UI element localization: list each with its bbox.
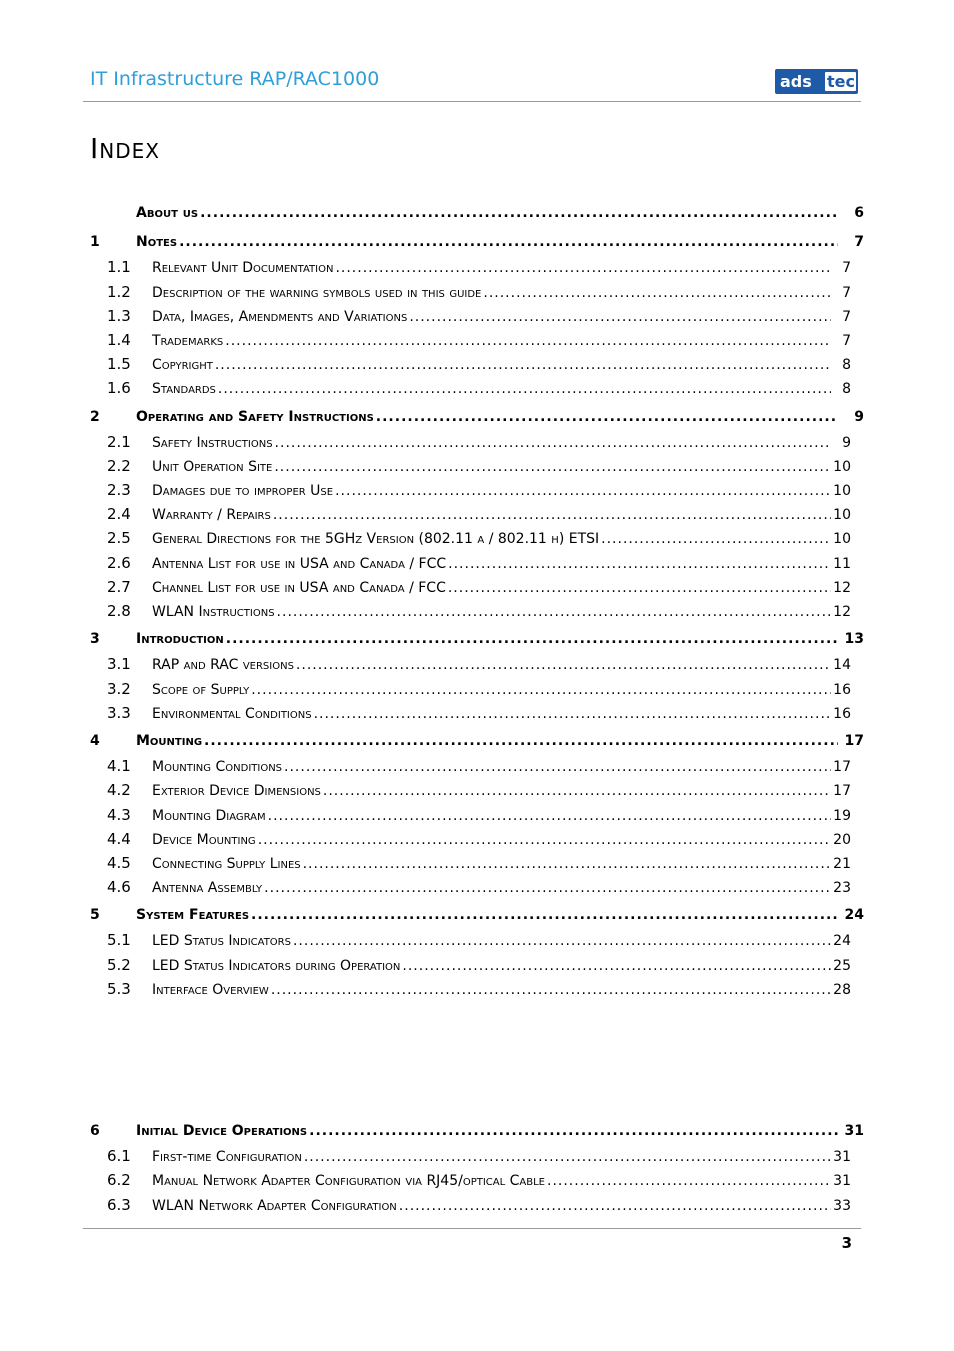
toc-entry-title: Manual Network Adapter Configuration via RJ45/optical Cable (152, 1173, 545, 1190)
toc-entry-page: 17 (844, 732, 864, 749)
toc-section-entry[interactable] (90, 830, 864, 854)
toc-entry-page: 6 (854, 205, 864, 221)
toc-entry-number: 5.1 (107, 931, 131, 950)
toc-entry-number: 2.7 (107, 577, 131, 596)
toc-entry-number: 4.6 (107, 878, 131, 897)
toc-entry-number: 1.3 (107, 306, 131, 325)
page-title: Index (90, 132, 160, 165)
toc-leader-dots (309, 1123, 838, 1139)
toc-entry-number: 2.1 (107, 432, 131, 451)
toc-entry-page: 12 (833, 604, 851, 620)
toc-entry-page: 21 (833, 855, 851, 872)
toc-section-entry[interactable] (90, 529, 864, 553)
toc-entry-page: 25 (833, 957, 851, 974)
header-divider (83, 101, 861, 102)
toc-entry-page: 23 (833, 880, 851, 897)
toc-entry-number: 2.5 (107, 529, 131, 548)
toc-chapter-entry[interactable] (90, 907, 864, 931)
toc-leader-dots (251, 907, 838, 923)
toc-entry-title: Relevant Unit Documentation (152, 260, 334, 277)
toc-entry-number: 1 (90, 234, 100, 251)
toc-entry-title: General Directions for the 5GHz Version (802.11 a / 802.11 h) ETSI (152, 531, 600, 548)
toc-entry-title: RAP and RAC versions (152, 657, 294, 674)
toc-entry-number: 4.3 (107, 805, 131, 824)
toc-entry-number: 4.2 (107, 781, 131, 800)
toc-entry-page: 28 (833, 981, 851, 998)
toc-entry-number: 3.2 (107, 679, 131, 698)
toc-chapter-entry[interactable] (90, 631, 864, 655)
toc-entry-page: 9 (842, 434, 851, 451)
toc-leader-dots (601, 531, 831, 547)
page-number: 3 (841, 1234, 852, 1252)
toc-entry-page: 24 (833, 933, 851, 950)
toc-leader-dots (271, 982, 831, 998)
toc-section-entry[interactable] (90, 433, 864, 457)
toc-section-entry[interactable] (90, 602, 864, 626)
toc-entry-title: Trademarks (152, 332, 224, 349)
toc-leader-dots (215, 357, 831, 373)
toc-entry-page: 31 (833, 1173, 851, 1190)
toc-leader-dots (335, 483, 831, 499)
toc-entry-page: 17 (833, 783, 851, 800)
toc-entry-title: Antenna List for use in USA and Canada / FCC (152, 555, 447, 572)
toc-entry-title: Device Mounting (152, 831, 256, 848)
toc-entry-page: 17 (833, 759, 851, 776)
document-header-title: IT Infrastructure RAP/RAC1000 (90, 68, 380, 90)
toc-entry-number: 1.6 (107, 379, 131, 398)
toc-entry-number: 2.3 (107, 481, 131, 500)
toc-entry-title: Standards (152, 381, 216, 398)
toc-leader-dots (448, 580, 831, 596)
toc-section-entry[interactable] (90, 1196, 864, 1220)
toc-section-entry[interactable] (90, 307, 864, 331)
toc-entry-number: 2.8 (107, 602, 131, 620)
toc-leader-dots (296, 657, 831, 673)
toc-section-entry[interactable] (90, 980, 864, 1004)
toc-entry-number: 2.2 (107, 456, 131, 475)
toc-section-entry[interactable] (90, 931, 864, 955)
toc-chapter-entry[interactable] (90, 409, 864, 433)
toc-leader-dots (226, 631, 838, 647)
table-of-contents (90, 205, 864, 1004)
toc-entry-title: WLAN Instructions (152, 604, 275, 620)
toc-entry-title: Notes (136, 234, 178, 251)
toc-entry-number: 2 (90, 408, 100, 425)
toc-entry-title: Introduction (136, 631, 224, 648)
toc-entry-title: First-time Configuration (152, 1149, 302, 1166)
toc-section-entry[interactable] (90, 655, 864, 679)
toc-entry-number: 5 (90, 907, 100, 924)
toc-entry-page: 16 (833, 705, 851, 722)
toc-entry-page: 13 (844, 631, 864, 648)
toc-section-entry[interactable] (90, 457, 864, 481)
toc-entry-number: 3 (90, 631, 100, 648)
toc-entry-page: 7 (842, 308, 851, 325)
toc-section-entry[interactable] (90, 578, 864, 602)
toc-leader-dots (376, 409, 838, 425)
toc-entry-title: Description of the warning symbols used in this guide (152, 284, 482, 301)
toc-leader-dots (277, 604, 831, 620)
toc-chapter-entry[interactable] (90, 733, 864, 757)
toc-entry-title: Mounting Diagram (152, 807, 266, 824)
toc-entry-number: 1.1 (107, 258, 131, 277)
toc-entry-number: 6 (90, 1123, 100, 1139)
toc-leader-dots (483, 285, 831, 301)
toc-entry-number: 6.3 (107, 1195, 131, 1214)
toc-chapter-entry[interactable] (90, 1123, 864, 1147)
toc-section-entry[interactable] (90, 757, 864, 781)
toc-entry-number: 2.4 (107, 505, 131, 524)
toc-entry-title: Interface Overview (152, 981, 269, 998)
toc-entry-number: 3.1 (107, 655, 131, 674)
toc-section-entry[interactable] (90, 1147, 864, 1171)
toc-leader-dots (274, 459, 831, 475)
toc-leader-dots (225, 333, 831, 349)
toc-entry-number: 4.5 (107, 853, 131, 872)
toc-leader-dots (399, 1198, 831, 1214)
toc-section-entry[interactable] (90, 481, 864, 505)
toc-entry-number: 6.1 (107, 1147, 131, 1166)
toc-entry-page: 31 (844, 1123, 864, 1139)
svg-text:tec: tec (827, 72, 855, 91)
toc-entry-title: WLAN Network Adapter Configuration (152, 1197, 397, 1214)
svg-text:ads: ads (780, 72, 812, 91)
toc-entry-page: 7 (842, 260, 851, 277)
toc-section-entry[interactable] (90, 258, 864, 282)
toc-leader-dots (335, 260, 831, 276)
toc-entry-number: 5.3 (107, 979, 131, 998)
toc-entry-number: 1.4 (107, 330, 131, 349)
toc-leader-dots (314, 706, 831, 722)
toc-entry-title: Scope of Supply (152, 681, 250, 698)
toc-leader-dots (251, 682, 831, 698)
toc-entry-page: 20 (833, 831, 851, 848)
toc-leader-dots (303, 856, 831, 872)
toc-entry-page: 14 (833, 657, 851, 674)
toc-entry-title: Exterior Device Dimensions (152, 783, 321, 800)
toc-entry-title: Initial Device Operations (136, 1123, 308, 1139)
toc-entry-number: 5.2 (107, 955, 131, 974)
toc-section-entry[interactable] (90, 878, 864, 902)
toc-entry-title: Safety Instructions (152, 434, 273, 451)
toc-leader-dots (218, 381, 831, 397)
toc-entry-page: 9 (854, 408, 864, 425)
toc-entry-page: 8 (842, 381, 851, 398)
toc-entry-title: Warranty / Repairs (152, 507, 271, 524)
toc-section-entry[interactable] (90, 505, 864, 529)
toc-entry-title: Mounting Conditions (152, 759, 283, 776)
toc-chapter-entry[interactable] (90, 234, 864, 258)
toc-entry-title: Connecting Supply Lines (152, 855, 301, 872)
toc-leader-dots (200, 205, 838, 221)
toc-section-entry[interactable] (90, 554, 864, 578)
toc-entry-title: System Features (136, 907, 250, 924)
toc-leader-dots (409, 309, 831, 325)
footer-divider (83, 1228, 861, 1229)
toc-section-entry[interactable] (90, 806, 864, 830)
toc-entry-title: LED Status Indicators (152, 933, 291, 950)
toc-entry-page: 31 (833, 1149, 851, 1166)
toc-entry-number: 3.3 (107, 703, 131, 722)
toc-entry-title: Antenna Assembly (152, 880, 263, 897)
toc-entry-title: Operating and Safety Instructions (136, 408, 374, 425)
toc-section-entry[interactable] (90, 379, 864, 403)
table-of-contents-continued (90, 1123, 864, 1220)
toc-section-entry[interactable] (90, 331, 864, 355)
toc-section-entry[interactable] (90, 680, 864, 704)
toc-entry-page: 33 (833, 1197, 851, 1214)
toc-leader-dots (179, 234, 838, 250)
toc-entry-page: 19 (833, 807, 851, 824)
toc-entry-page: 16 (833, 681, 851, 698)
toc-leader-dots (402, 958, 831, 974)
toc-entry-title: Channel List for use in USA and Canada / FCC (152, 579, 446, 596)
toc-entry-page: 10 (833, 458, 851, 475)
toc-leader-dots (448, 556, 831, 572)
toc-entry-page: 7 (854, 234, 864, 251)
toc-entry-title: Data, Images, Amendments and Variations (152, 308, 408, 325)
toc-entry-title: Copyright (152, 357, 213, 374)
toc-section-entry[interactable] (90, 956, 864, 980)
toc-leader-dots (275, 435, 831, 451)
toc-leader-dots (293, 933, 831, 949)
toc-entry-page: 8 (842, 357, 851, 374)
toc-entry-number: 4.4 (107, 829, 131, 848)
toc-leader-dots (268, 808, 831, 824)
toc-section-entry[interactable] (90, 854, 864, 878)
toc-chapter-entry[interactable] (90, 205, 864, 229)
toc-entry-page: 10 (833, 531, 851, 548)
ads-tec-logo (775, 69, 858, 94)
toc-leader-dots (323, 783, 831, 799)
toc-entry-title: Environmental Conditions (152, 705, 312, 722)
toc-entry-title: Damages due to improper Use (152, 483, 334, 500)
toc-entry-title: Mounting (136, 732, 203, 749)
toc-entry-number: 6.2 (107, 1171, 131, 1190)
toc-leader-dots (304, 1149, 831, 1165)
toc-leader-dots (264, 880, 831, 896)
toc-leader-dots (258, 832, 831, 848)
toc-leader-dots (284, 759, 831, 775)
toc-leader-dots (273, 507, 831, 523)
toc-entry-page: 10 (833, 483, 851, 500)
toc-section-entry[interactable] (90, 1171, 864, 1195)
toc-entry-title: About us (136, 205, 199, 221)
toc-entry-page: 24 (844, 907, 864, 924)
toc-entry-number: 4.1 (107, 757, 131, 776)
toc-section-entry[interactable] (90, 355, 864, 379)
toc-leader-dots (547, 1173, 831, 1189)
toc-section-entry[interactable] (90, 781, 864, 805)
toc-entry-number: 4 (90, 732, 100, 749)
toc-section-entry[interactable] (90, 704, 864, 728)
toc-entry-page: 10 (833, 507, 851, 524)
toc-entry-number: 1.5 (107, 355, 131, 374)
toc-entry-number: 2.6 (107, 553, 131, 572)
toc-entry-title: Unit Operation Site (152, 458, 273, 475)
toc-entry-number: 1.2 (107, 282, 131, 301)
toc-entry-page: 12 (833, 579, 851, 596)
toc-entry-page: 7 (842, 332, 851, 349)
toc-entry-page: 7 (842, 284, 851, 301)
toc-section-entry[interactable] (90, 283, 864, 307)
toc-entry-page: 11 (833, 555, 851, 572)
toc-leader-dots (204, 733, 838, 749)
toc-entry-title: LED Status Indicators during Operation (152, 957, 401, 974)
